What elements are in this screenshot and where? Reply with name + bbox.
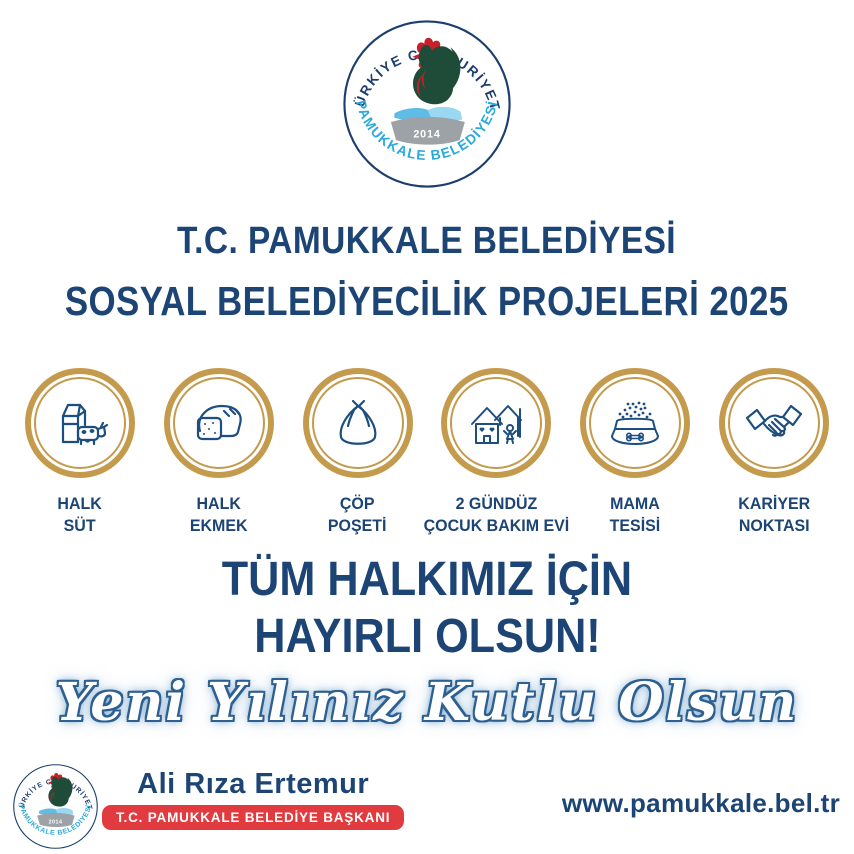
wish-message-line1: TÜM HALKIMIZ İÇİN [221,553,633,606]
project-mama-tesisi [569,368,701,537]
project-kariyer-noktasi [708,368,840,537]
project-cocuk-bakim-evi [423,368,570,537]
mayor-name: Ali Rıza Ertemur [137,768,370,800]
trash-bag-icon [312,377,404,469]
project-label: 2 GÜNDÜZ ÇOCUK BAKIM EVİ [423,494,570,536]
mayor-signature [102,768,404,830]
poster-subtitle-text: SOSYAL BELEDİYECİLİK PROJELERİ 2025 [65,278,789,324]
org-title [0,220,854,263]
poster-subtitle [0,278,854,325]
project-cop-poseti [292,368,424,537]
wish-message [0,552,854,665]
project-label: MAMA TESİSİ [609,494,661,536]
org-title-text: T.C. PAMUKKALE BELEDİYESİ [177,220,677,262]
municipality-logo [341,18,513,190]
project-label: ÇÖP POŞETİ [328,494,387,536]
municipality-logo-small [12,763,99,850]
new-year-greeting: Yeni Yılınız Kutlu Olsun [55,672,799,733]
daycare-houses-icon [450,377,542,469]
project-halk-sut [14,368,146,537]
wish-message-line2: HAYIRLI OLSUN! [253,609,601,663]
mayor-title-banner: T.C. PAMUKKALE BELEDİYE BAŞKANI [102,805,404,830]
project-halk-ekmek [153,368,285,537]
project-label: KARİYER NOKTASI [738,494,810,536]
project-label: HALK EKMEK [189,494,248,536]
projects-row [14,368,840,537]
project-label: HALK SÜT [57,494,103,536]
handshake-icon [728,377,820,469]
website-url: www.pamukkale.bel.tr [561,788,840,818]
pet-food-bowl-icon [589,377,681,469]
bread-loaf-icon [173,377,265,469]
milk-carton-cow-icon [34,377,126,469]
